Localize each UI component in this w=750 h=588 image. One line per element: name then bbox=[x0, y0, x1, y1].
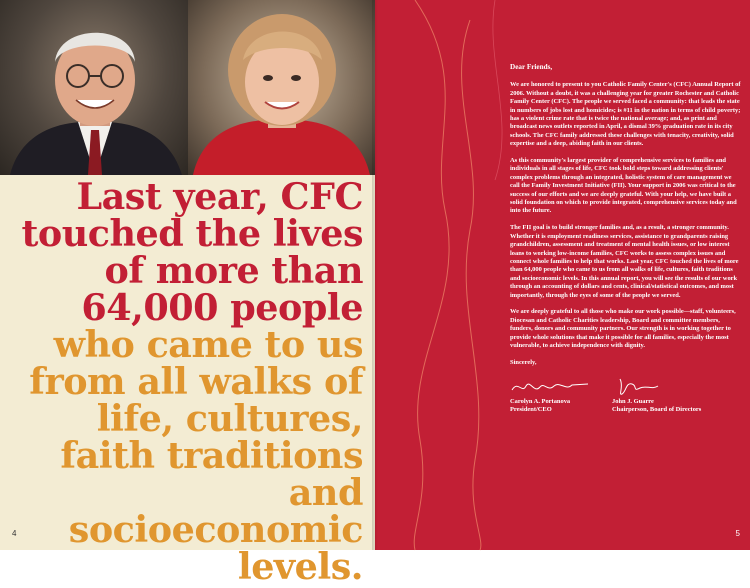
letter-paragraph: We are deeply grateful to all those who make our work possible—staff, volunteers, Diocesan and Catholic Charities leadership, Board and committee members, funders, donors and community partners. Our strength is in working together to provide whole solutions that make it possible for all families, especially the most vulnerable, to achieve independence with dignity. bbox=[510, 308, 736, 349]
page-number-right: 5 bbox=[735, 529, 740, 538]
portrait-photo-woman bbox=[188, 0, 375, 175]
signer-name: Carolyn A. Portanova bbox=[510, 397, 571, 405]
letter-paragraph: The FII goal is to build stronger families and, as a result, a stronger community. Whether it is employment readiness services, assistance to grandparents raising grandchildren, assessment and treatment of mental health issues, or low interest loans to working low-income families, CFC works to assess complex issues and connect whole families to help that works. Last year, CFC touched the lives of more than 64,000 people who came to us from all walks of life, cultures, faith traditions and socioeconomic levels. In this annual report, you will see the results of our work through an accounting of dollars and cents, clinical/statistical outcomes, and most importantly, through the eyes of some of the people we served. bbox=[510, 224, 739, 299]
letter-body bbox=[510, 63, 742, 436]
signature-block-ceo bbox=[510, 376, 590, 415]
headline-orange-text: who came to us from all walks of life, cultures, faith traditions and socioeconomic levels. bbox=[29, 323, 363, 588]
right-page bbox=[375, 0, 750, 550]
signature-block-chair bbox=[612, 376, 701, 415]
signer-title: President/CEO bbox=[510, 405, 552, 413]
headline-quote bbox=[8, 175, 363, 588]
portrait-photo-man bbox=[0, 0, 188, 175]
letter-paragraph: As this community's largest provider of comprehensive services to families and individuals in all stages of life, CFC took bold steps toward addressing clients' complex problems through an integrated, holistic system of care management we call the Family Investment Initiative (FII). Your support in 2006 was critical to the success of our efforts and we are deeply grateful. With your help, we have built a solid foundation on which to provide integrated, comprehensive services today and into the future. bbox=[510, 157, 737, 215]
spine-shadow bbox=[372, 0, 378, 550]
headline-red-text: Last year, CFC touched the lives of more than 64,000 people bbox=[21, 175, 363, 329]
letter-closing: Sincerely, bbox=[510, 358, 537, 366]
signature-chair bbox=[612, 376, 662, 398]
letter-greeting: Dear Friends, bbox=[510, 63, 553, 71]
signature-ceo bbox=[510, 376, 590, 398]
signature-row bbox=[510, 376, 742, 436]
page-number-left: 4 bbox=[12, 529, 17, 538]
letter-paragraph: We are honored to present to you Catholic Family Center's (CFC) Annual Report of 2006. Without a doubt, it was a challenging year for greater Rochester and Catholic Family Center (CFC). The people we served faced a community: that leads the state in numbers of jobs lost and homicides; is #11 in the nation in terms of child poverty; has a violent crime rate that is twice the national average; and, as print and broadcast news outlets reported in April, a dismal 39% graduation rate in its city schools. The CFC family addressed these challenges with tenacity, creativity, solid expertise and a deep, abiding faith in our clients. bbox=[510, 81, 741, 148]
signer-name: John J. Guarre bbox=[612, 397, 654, 405]
signer-title: Chairperson, Board of Directors bbox=[612, 405, 702, 413]
